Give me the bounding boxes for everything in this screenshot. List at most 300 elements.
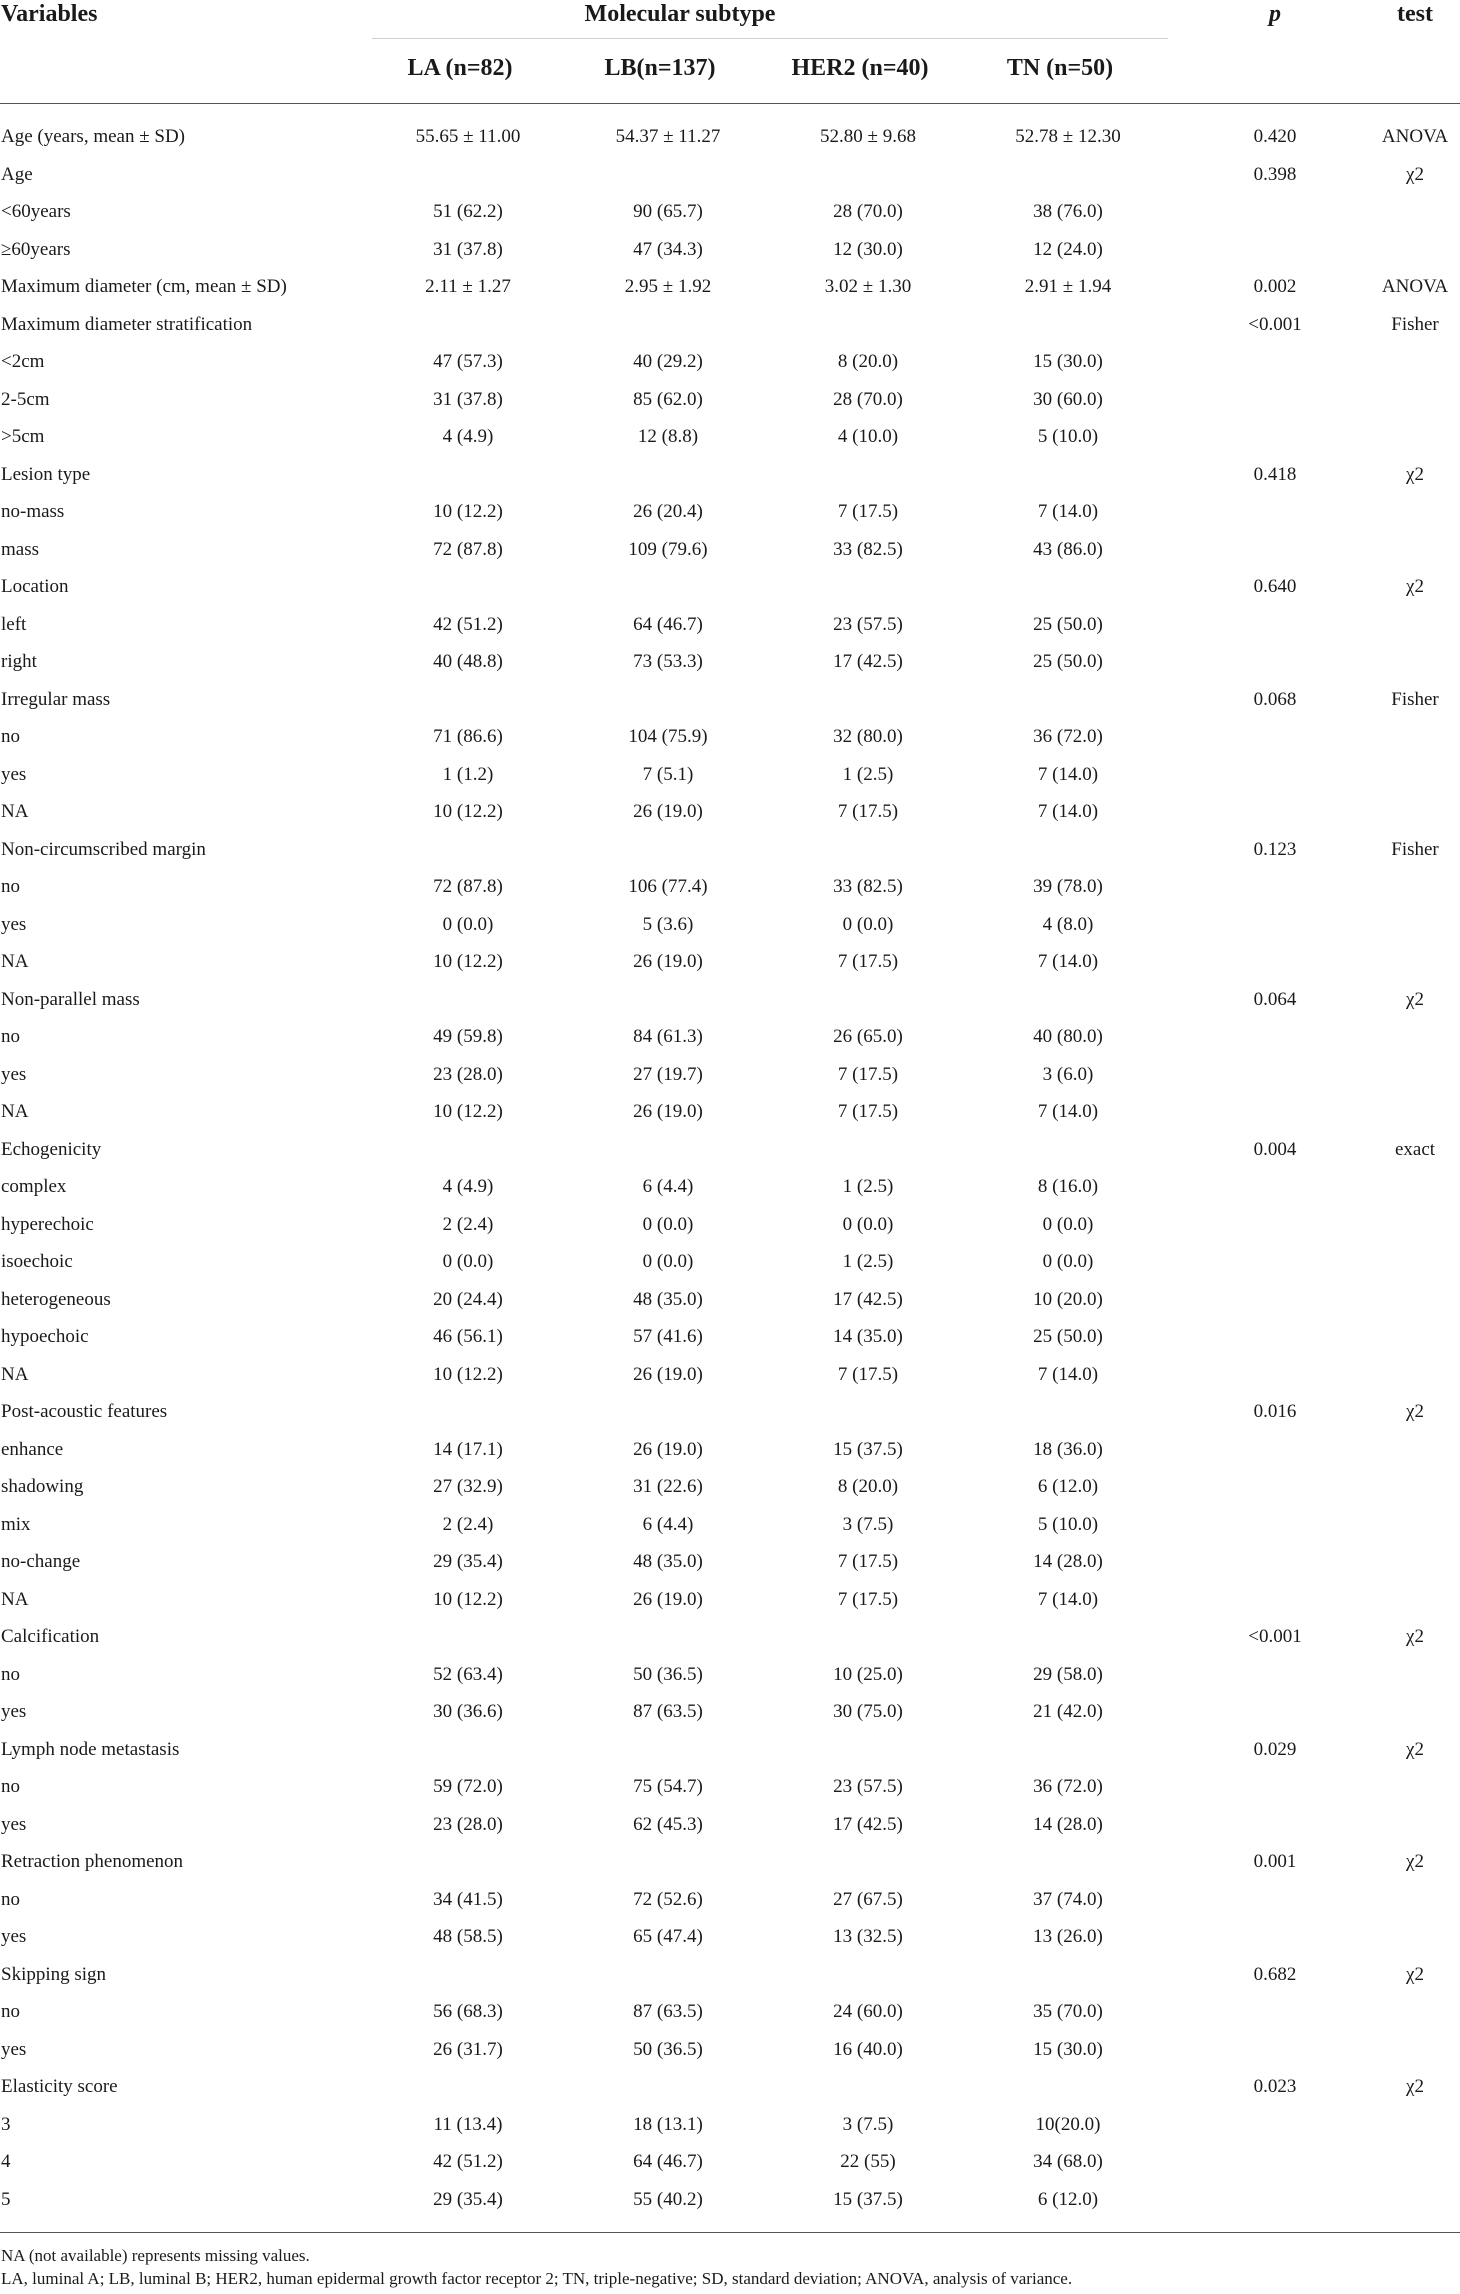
cell-la: 49 (59.8) [433, 1026, 503, 1047]
cell-her2: 28 (70.0) [833, 388, 903, 410]
cell-her2: 15 (37.5) [833, 2188, 903, 2210]
cell-her2: 7 (17.5) [837, 951, 899, 972]
cell-lb: 109 (79.6) [628, 538, 708, 560]
cell-la: 20 (24.4) [433, 1288, 503, 1310]
cell-variable: yes [1, 1063, 27, 1085]
cell-la: 48 (58.5) [433, 1926, 503, 1947]
cell-variable: >5cm [1, 426, 45, 447]
cell-lb: 50 (36.5) [633, 1663, 703, 1685]
cell-variable: no [1, 1663, 20, 1685]
table-row [0, 2031, 1460, 2069]
cell-la: 42 (51.2) [433, 613, 503, 635]
cell-variable: Post-acoustic features [1, 1401, 168, 1422]
footnote-na: NA (not available) represents missing values. [1, 2246, 310, 2265]
cell-la: 52 (63.4) [433, 1663, 503, 1685]
cell-her2: 8 (20.0) [837, 351, 899, 372]
cell-test: χ2 [1406, 2076, 1424, 2097]
cell-lb: 50 (36.5) [633, 2038, 703, 2060]
cell-variable: 3 [1, 2113, 11, 2135]
cell-la: 47 (57.3) [433, 351, 503, 372]
cell-la: 23 (28.0) [433, 1813, 503, 1835]
header-test: test [1397, 1, 1433, 27]
cell-variable: Calcification [1, 1626, 100, 1647]
cell-variable: enhance [1, 1438, 64, 1460]
cell-her2: 33 (82.5) [833, 876, 903, 897]
table-row [0, 1431, 1460, 1469]
table-row [0, 456, 1460, 494]
cell-lb: 26 (19.0) [633, 801, 703, 822]
cell-la: 10 (12.2) [433, 801, 503, 822]
cell-lb: 72 (52.6) [633, 1888, 703, 1910]
cell-variable: heterogeneous [1, 1288, 111, 1310]
cell-variable: Lesion type [1, 463, 91, 485]
cell-p-value: 0.640 [1253, 576, 1297, 597]
table-row [0, 1618, 1460, 1656]
cell-variable: Maximum diameter (cm, mean ± SD) [1, 276, 287, 297]
cell-la: 1 (1.2) [442, 763, 494, 785]
cell-her2: 7 (17.5) [837, 1363, 899, 1385]
table-row [0, 2143, 1460, 2181]
cell-variable: Skipping sign [1, 1963, 107, 1985]
cell-p-value: 0.398 [1253, 163, 1297, 185]
table-row [0, 2181, 1460, 2219]
cell-tn: 10 (20.0) [1033, 1288, 1103, 1310]
cell-her2: 3.02 ± 1.30 [824, 276, 912, 297]
cell-variable: Lymph node metastasis [1, 1738, 180, 1760]
cell-la: 0 (0.0) [442, 913, 494, 935]
cell-la: 14 (17.1) [433, 1438, 503, 1460]
header-p: p [1269, 1, 1281, 27]
cell-la: 42 (51.2) [433, 2151, 503, 2172]
cell-lb: 12 (8.8) [637, 426, 699, 447]
header-molecular-subtype: Molecular subtype [584, 1, 776, 27]
header-rule [0, 103, 1460, 104]
cell-variable: ≥60years [1, 238, 71, 260]
cell-tn: 52.78 ± 12.30 [1015, 126, 1121, 147]
cell-variable: no [1, 876, 20, 897]
cell-her2: 7 (17.5) [837, 801, 899, 822]
cell-variable: yes [1, 1926, 27, 1947]
cell-lb: 84 (61.3) [633, 1026, 703, 1047]
table-row [0, 1206, 1460, 1244]
cell-la: 72 (87.8) [433, 538, 503, 560]
cell-lb: 73 (53.3) [633, 651, 703, 672]
table-row [0, 606, 1460, 644]
cell-la: 0 (0.0) [442, 1251, 494, 1272]
cell-tn: 36 (72.0) [1033, 726, 1103, 747]
table-row [0, 156, 1460, 194]
table-row [0, 1393, 1460, 1431]
cell-lb: 40 (29.2) [633, 351, 703, 372]
table-row [0, 1356, 1460, 1394]
cell-test: χ2 [1406, 1851, 1424, 1872]
table-row [0, 981, 1460, 1019]
cell-tn: 6 (12.0) [1037, 1476, 1099, 1497]
cell-lb: 5 (3.6) [642, 913, 694, 935]
cell-tn: 40 (80.0) [1033, 1026, 1103, 1047]
cell-variable: NA [1, 801, 29, 822]
cell-lb: 26 (19.0) [633, 1101, 703, 1122]
cell-p-value: 0.068 [1253, 688, 1297, 710]
table-header [0, 0, 1460, 104]
cell-her2: 27 (67.5) [833, 1888, 903, 1910]
cell-variable: yes [1, 913, 27, 935]
cell-test: χ2 [1406, 1963, 1424, 1985]
cell-her2: 28 (70.0) [833, 201, 903, 222]
table-row [0, 231, 1460, 269]
table-row [0, 1243, 1460, 1281]
cell-her2: 1 (2.5) [842, 763, 894, 785]
cell-her2: 32 (80.0) [833, 726, 903, 747]
cell-tn: 25 (50.0) [1033, 613, 1103, 635]
cell-lb: 26 (19.0) [633, 1363, 703, 1385]
cell-tn: 10(20.0) [1035, 2113, 1101, 2135]
cell-variable: isoechoic [1, 1251, 73, 1272]
cell-variable: NA [1, 1101, 29, 1122]
cell-tn: 25 (50.0) [1033, 1326, 1103, 1347]
cell-variable: Non-parallel mass [1, 988, 140, 1010]
cell-lb: 87 (63.5) [633, 1701, 703, 1722]
cell-la: 31 (37.8) [433, 388, 503, 410]
footer-rule [0, 2232, 1460, 2233]
cell-tn: 7 (14.0) [1037, 501, 1099, 522]
cell-lb: 62 (45.3) [633, 1813, 703, 1835]
table-row [0, 681, 1460, 719]
table-row [0, 268, 1460, 306]
cell-lb: 26 (19.0) [633, 1588, 703, 1610]
cell-tn: 4 (8.0) [1042, 913, 1094, 935]
table-row [0, 1843, 1460, 1881]
cell-her2: 33 (82.5) [833, 538, 903, 560]
cell-lb: 2.95 ± 1.92 [624, 276, 712, 297]
cell-test: Fisher [1391, 688, 1439, 710]
cell-p-value: 0.420 [1253, 126, 1297, 147]
cell-variable: NA [1, 1363, 29, 1385]
cell-la: 59 (72.0) [433, 1776, 503, 1797]
cell-variable: no [1, 1776, 20, 1797]
cell-tn: 25 (50.0) [1033, 651, 1103, 672]
table-row [0, 943, 1460, 981]
cell-variable: shadowing [1, 1476, 84, 1497]
cell-la: 26 (31.7) [433, 2038, 503, 2060]
table-row [0, 756, 1460, 794]
cell-variable: no-mass [1, 501, 65, 522]
cell-la: 55.65 ± 11.00 [415, 126, 521, 147]
cell-her2: 0 (0.0) [842, 913, 894, 935]
cell-variable: complex [1, 1176, 67, 1197]
cell-p-value: 0.064 [1253, 988, 1297, 1010]
cell-test: χ2 [1406, 988, 1424, 1010]
cell-her2: 23 (57.5) [833, 613, 903, 635]
cell-lb: 75 (54.7) [633, 1776, 703, 1797]
cell-p-value: 0.002 [1253, 276, 1297, 297]
cell-variable: yes [1, 1701, 27, 1722]
cell-variable: mass [1, 538, 39, 560]
cell-tn: 18 (36.0) [1033, 1438, 1103, 1460]
table-row [0, 1168, 1460, 1206]
cell-variable: yes [1, 1813, 27, 1835]
cell-variable: Age [1, 163, 33, 185]
cell-lb: 26 (19.0) [633, 951, 703, 972]
cell-her2: 7 (17.5) [837, 1101, 899, 1122]
cell-her2: 0 (0.0) [842, 1213, 894, 1235]
cell-her2: 1 (2.5) [842, 1176, 894, 1197]
cell-variable: yes [1, 2038, 27, 2060]
footnote-abbreviations: LA, luminal A; LB, luminal B; HER2, human epidermal growth factor receptor 2; TN, triple-negative; SD, standard deviation; ANOVA, analysis of variance. [1, 2269, 1073, 2288]
cell-la: 51 (62.2) [433, 201, 503, 222]
cell-her2: 16 (40.0) [833, 2038, 903, 2060]
table-row [0, 831, 1460, 869]
cell-lb: 85 (62.0) [633, 388, 703, 410]
cell-variable: Maximum diameter stratification [1, 313, 253, 335]
cell-tn: 7 (14.0) [1037, 1363, 1099, 1385]
cell-variable: no [1, 2001, 20, 2022]
cell-tn: 37 (74.0) [1033, 1888, 1103, 1910]
cell-variable: right [1, 651, 37, 672]
table-row [0, 1581, 1460, 1619]
table-row [0, 1281, 1460, 1319]
cell-p-value: 0.016 [1253, 1401, 1297, 1422]
cell-lb: 26 (20.4) [633, 501, 703, 522]
cell-la: 10 (12.2) [433, 1101, 503, 1122]
cell-variable: hyperechoic [1, 1213, 94, 1235]
cell-lb: 6 (4.4) [642, 1176, 694, 1197]
cell-variable: hypoechoic [1, 1326, 89, 1347]
header-subtype-tn: TN (n=50) [1006, 55, 1114, 81]
cell-variable: left [1, 613, 27, 635]
cell-tn: 12 (24.0) [1033, 238, 1103, 260]
cell-test: χ2 [1406, 163, 1424, 185]
cell-lb: 26 (19.0) [633, 1438, 703, 1460]
cell-tn: 6 (12.0) [1037, 2188, 1099, 2210]
cell-lb: 0 (0.0) [642, 1251, 694, 1272]
cell-her2: 1 (2.5) [842, 1251, 894, 1272]
cell-tn: 7 (14.0) [1037, 951, 1099, 972]
cell-lb: 31 (22.6) [633, 1476, 703, 1497]
cell-tn: 30 (60.0) [1033, 388, 1103, 410]
table-row [0, 2106, 1460, 2144]
cell-lb: 104 (75.9) [628, 726, 708, 747]
cell-tn: 8 (16.0) [1037, 1176, 1099, 1197]
cell-test: χ2 [1406, 1738, 1424, 1760]
cell-lb: 55 (40.2) [633, 2188, 703, 2210]
cell-test: Fisher [1391, 838, 1439, 860]
cell-la: 40 (48.8) [433, 651, 503, 672]
table-row [0, 1318, 1460, 1356]
cell-tn: 5 (10.0) [1037, 1513, 1099, 1535]
cell-her2: 52.80 ± 9.68 [820, 126, 916, 147]
cell-la: 10 (12.2) [433, 1588, 503, 1610]
cell-her2: 17 (42.5) [833, 1813, 903, 1835]
cell-lb: 7 (5.1) [642, 763, 694, 785]
cell-her2: 22 (55) [840, 2151, 896, 2172]
cell-tn: 0 (0.0) [1042, 1213, 1094, 1235]
table-row [0, 1918, 1460, 1956]
cell-test: χ2 [1406, 576, 1424, 597]
subheader-divider [372, 38, 1168, 39]
table-row [0, 2068, 1460, 2106]
cell-lb: 47 (34.3) [633, 238, 703, 260]
cell-variable: Age (years, mean ± SD) [1, 126, 186, 147]
cell-variable: 5 [1, 2188, 11, 2210]
cell-la: 10 (12.2) [433, 1363, 503, 1385]
cell-variable: Location [1, 576, 69, 597]
cell-her2: 15 (37.5) [833, 1438, 903, 1460]
table-row [0, 1656, 1460, 1694]
cell-p-value: 0.123 [1253, 838, 1297, 860]
table-row [0, 1131, 1460, 1169]
cell-lb: 48 (35.0) [633, 1288, 703, 1310]
cell-her2: 7 (17.5) [837, 1063, 899, 1085]
cell-tn: 7 (14.0) [1037, 1588, 1099, 1610]
cell-p-value: 0.029 [1253, 1738, 1297, 1760]
cell-test: χ2 [1406, 463, 1424, 485]
cell-her2: 24 (60.0) [833, 2001, 903, 2022]
cell-tn: 7 (14.0) [1037, 763, 1099, 785]
cell-la: 4 (4.9) [442, 426, 494, 447]
table-row [0, 118, 1460, 156]
cell-p-value: <0.001 [1248, 1626, 1302, 1647]
cell-lb: 106 (77.4) [628, 876, 708, 897]
cell-variable: NA [1, 1588, 29, 1610]
cell-la: 72 (87.8) [433, 876, 503, 897]
cell-tn: 15 (30.0) [1033, 2038, 1103, 2060]
cell-variable: yes [1, 763, 27, 785]
table-row [0, 193, 1460, 231]
cell-tn: 35 (70.0) [1033, 2001, 1103, 2022]
cell-lb: 87 (63.5) [633, 2001, 703, 2022]
table-row [0, 306, 1460, 344]
table-row [0, 1506, 1460, 1544]
cell-la: 10 (12.2) [433, 501, 503, 522]
cell-la: 11 (13.4) [433, 2113, 503, 2135]
cell-variable: Elasticity score [1, 2076, 118, 2097]
table-row [0, 1806, 1460, 1844]
header-variables: Variables [1, 1, 98, 27]
cell-la: 56 (68.3) [433, 2001, 503, 2022]
cell-tn: 7 (14.0) [1037, 801, 1099, 822]
table-row [0, 1018, 1460, 1056]
table-row [0, 1543, 1460, 1581]
cell-lb: 64 (46.7) [633, 2151, 703, 2172]
cell-test: ANOVA [1381, 126, 1449, 147]
cell-p-value: 0.001 [1253, 1851, 1297, 1872]
cell-lb: 90 (65.7) [633, 201, 703, 222]
cell-variable: no [1, 1026, 20, 1047]
table-row [0, 418, 1460, 456]
cell-her2: 14 (35.0) [833, 1326, 903, 1347]
cell-tn: 3 (6.0) [1042, 1063, 1094, 1085]
cell-test: ANOVA [1381, 276, 1449, 297]
cell-la: 23 (28.0) [433, 1063, 503, 1085]
cell-variable: no [1, 726, 20, 747]
cell-variable: mix [1, 1513, 31, 1535]
table-footnotes [1, 2244, 1072, 2290]
cell-test: χ2 [1406, 1401, 1424, 1422]
cell-tn: 29 (58.0) [1033, 1663, 1103, 1685]
cell-her2: 17 (42.5) [833, 651, 903, 672]
cell-lb: 54.37 ± 11.27 [615, 126, 721, 147]
table-row [0, 1731, 1460, 1769]
cell-tn: 36 (72.0) [1033, 1776, 1103, 1797]
cell-la: 10 (12.2) [433, 951, 503, 972]
cell-tn: 0 (0.0) [1042, 1251, 1094, 1272]
cell-la: 4 (4.9) [442, 1176, 494, 1197]
cell-la: 29 (35.4) [433, 1551, 503, 1572]
cell-her2: 10 (25.0) [833, 1663, 903, 1685]
cell-la: 71 (86.6) [433, 726, 503, 747]
cell-tn: 21 (42.0) [1033, 1701, 1103, 1722]
cell-variable: Non-circumscribed margin [1, 838, 206, 860]
cell-la: 29 (35.4) [433, 2188, 503, 2210]
cell-lb: 0 (0.0) [642, 1213, 694, 1235]
cell-her2: 12 (30.0) [833, 238, 903, 260]
cell-tn: 5 (10.0) [1037, 426, 1099, 447]
table-row [0, 1693, 1460, 1731]
cell-p-value: 0.418 [1253, 463, 1297, 485]
cell-test: χ2 [1406, 1626, 1424, 1647]
cell-her2: 7 (17.5) [837, 501, 899, 522]
cell-tn: 38 (76.0) [1033, 201, 1103, 222]
cell-tn: 15 (30.0) [1033, 351, 1103, 372]
cell-lb: 18 (13.1) [633, 2113, 703, 2135]
table-row [0, 1768, 1460, 1806]
cell-tn: 14 (28.0) [1033, 1813, 1103, 1835]
cell-her2: 4 (10.0) [837, 426, 899, 447]
cell-p-value: 0.023 [1253, 2076, 1297, 2097]
table-row [0, 868, 1460, 906]
cell-la: 46 (56.1) [433, 1326, 503, 1347]
cell-lb: 65 (47.4) [633, 1926, 703, 1947]
cell-variable: 2-5cm [1, 388, 50, 410]
table-row [0, 643, 1460, 681]
header-subtype-lb: LB(n=137) [604, 55, 716, 81]
cell-her2: 23 (57.5) [833, 1776, 903, 1797]
cell-variable: NA [1, 951, 29, 972]
cell-p-value: 0.682 [1253, 1963, 1297, 1985]
table-row [0, 381, 1460, 419]
cell-tn: 14 (28.0) [1033, 1551, 1103, 1572]
cell-her2: 3 (7.5) [842, 2113, 894, 2135]
cell-la: 30 (36.6) [433, 1701, 503, 1722]
table-row [0, 793, 1460, 831]
cell-lb: 48 (35.0) [633, 1551, 703, 1572]
cell-her2: 3 (7.5) [842, 1513, 894, 1535]
cell-her2: 13 (32.5) [833, 1926, 903, 1947]
cell-lb: 57 (41.6) [633, 1326, 703, 1347]
cell-variable: Irregular mass [1, 688, 111, 710]
table-row [0, 1093, 1460, 1131]
cell-her2: 17 (42.5) [833, 1288, 903, 1310]
table-row [0, 493, 1460, 531]
cell-la: 2 (2.4) [442, 1213, 494, 1235]
subtype-headers [0, 54, 1460, 84]
cell-her2: 30 (75.0) [833, 1701, 903, 1722]
cell-variable: Retraction phenomenon [1, 1851, 184, 1872]
cell-variable: no [1, 1888, 20, 1910]
cell-her2: 7 (17.5) [837, 1588, 899, 1610]
cell-her2: 26 (65.0) [833, 1026, 903, 1047]
cell-la: 34 (41.5) [433, 1888, 503, 1910]
cell-tn: 7 (14.0) [1037, 1101, 1099, 1122]
cell-variable: <60years [1, 201, 71, 222]
cell-p-value: <0.001 [1248, 313, 1302, 335]
cell-her2: 8 (20.0) [837, 1476, 899, 1497]
cell-variable: 4 [1, 2151, 11, 2172]
cell-la: 27 (32.9) [433, 1476, 503, 1497]
table-row [0, 343, 1460, 381]
cell-la: 31 (37.8) [433, 238, 503, 260]
